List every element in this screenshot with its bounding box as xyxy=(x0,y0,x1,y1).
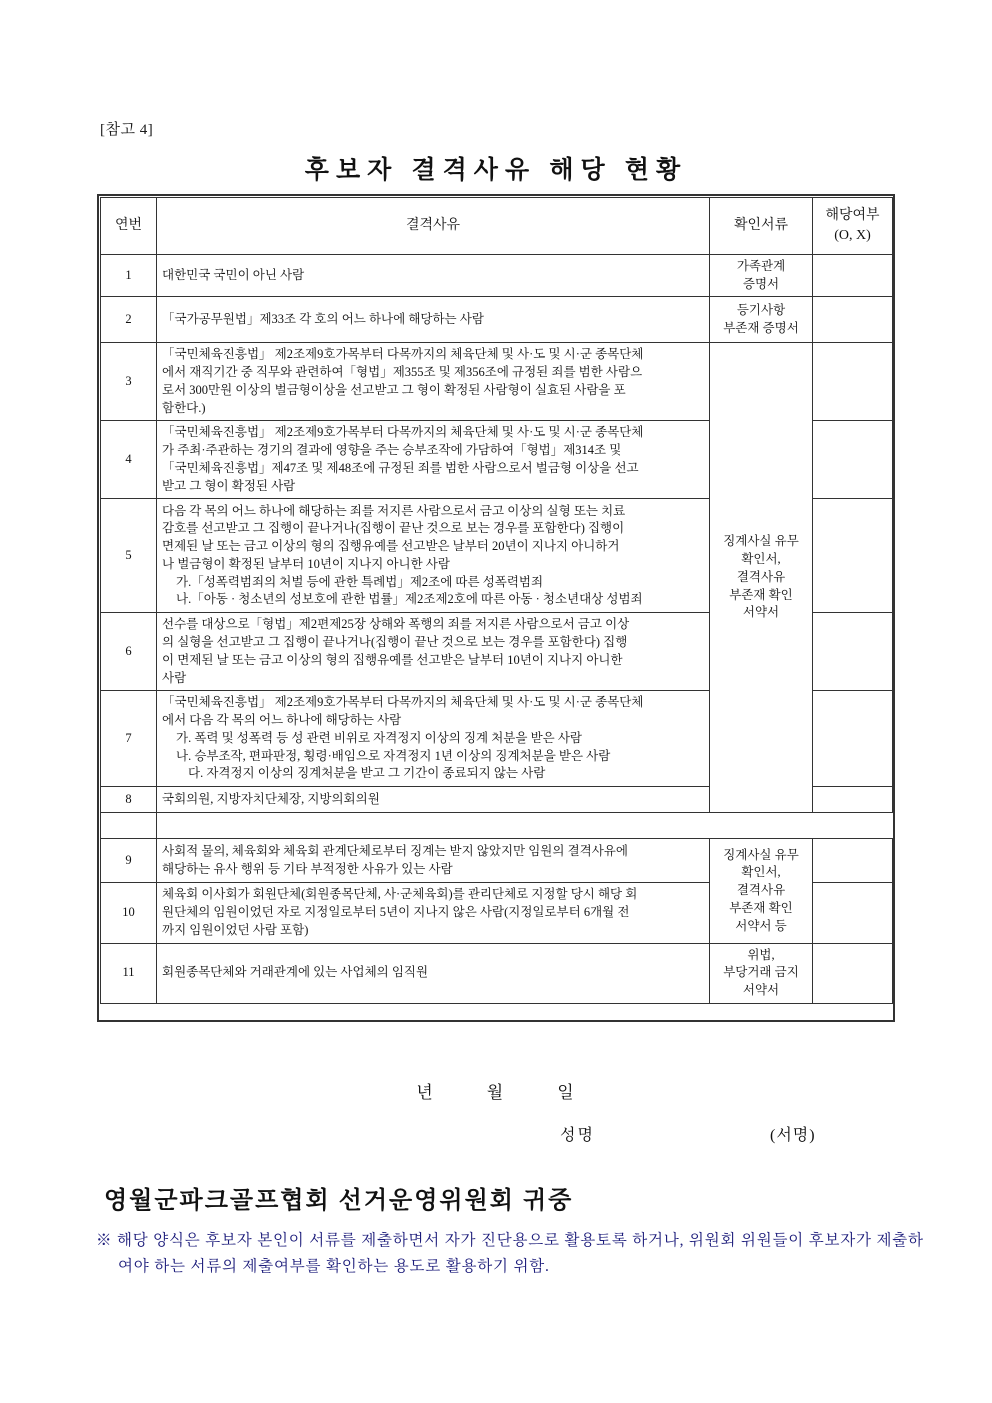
day-label: 일 xyxy=(557,1083,576,1102)
row-reason xyxy=(157,254,710,297)
document-line: 서약서 xyxy=(742,983,780,997)
document-line: 확인서, xyxy=(741,865,781,880)
disqualification-table xyxy=(100,197,893,1004)
row-applicable-cell[interactable] xyxy=(813,297,893,343)
signature-label: (서명) xyxy=(770,1127,816,1144)
reason-line: 「국민체육진흥법」 제2조제9호가목부터 다목까지의 체육단체 및 사·도 및 시·군 종목단체 xyxy=(162,425,644,440)
reason-line: 까지 임원이었던 사람 포함) xyxy=(162,922,309,937)
column-header-applicable-line2: (O, X) xyxy=(834,227,871,243)
row-applicable-cell[interactable] xyxy=(813,839,893,883)
reason-line: 회원종목단체와 거래관계에 있는 사업체의 임직원 xyxy=(162,965,429,980)
row-applicable-cell[interactable] xyxy=(813,254,893,297)
column-header-applicable-line1: 해당여부 xyxy=(825,208,880,223)
year-label: 년 xyxy=(416,1083,435,1102)
reason-line: 이 면제된 날 또는 금고 이상의 형의 집행유예를 선고받은 날부터 10년이 지나지 아니한 xyxy=(162,652,623,667)
reason-subline: 다. 자격정지 이상의 징계처분을 받고 그 기간이 종료되지 않는 사람 xyxy=(188,766,546,781)
page-title: 후보자 결격사유 해당 현황 xyxy=(304,157,688,184)
reason-line: 체육회 이사회가 회원단체(회원종목단체, 사·군체육회)를 관리단체로 지정할 당시 해당 회 xyxy=(162,887,638,902)
row-reason xyxy=(157,883,710,943)
reason-line: 사람 xyxy=(162,670,187,685)
row-reason xyxy=(157,787,710,813)
table-row xyxy=(101,813,893,839)
footnote xyxy=(96,1228,926,1279)
footnote-text xyxy=(96,1228,926,1279)
reason-line: 에서 다음 각 목의 어느 하나에 해당하는 사람 xyxy=(162,713,402,728)
row-reason xyxy=(157,297,710,343)
table-row xyxy=(101,254,893,297)
signature-date-line xyxy=(0,1078,992,1103)
reason-line: 가 주최·주관하는 경기의 결과에 영향을 주는 승부조작에 가담하여「형법」제314조 및 xyxy=(162,443,622,457)
row-applicable-cell[interactable] xyxy=(813,343,893,421)
row-number: 3 xyxy=(101,343,157,421)
document-line: 증명서 xyxy=(742,276,780,291)
row-number: 9 xyxy=(101,839,157,883)
footnote-body: 해당 양식은 후보자 본인이 서류를 제출하면서 자가 진단용으로 활용토록 하거나, 위원회 위원들이 후보자가 제출하여야 하는 서류의 제출여부를 확인하는 용도로 활용하기 위함. xyxy=(117,1232,924,1275)
document-line: 가족관계 xyxy=(736,258,786,273)
table-row xyxy=(101,297,893,343)
row-number: 4 xyxy=(101,421,157,499)
reason-line: 받고 그 형이 확정된 사람 xyxy=(162,478,296,493)
document-line: 서약서 xyxy=(742,605,780,620)
row-number: 11 xyxy=(101,943,157,1003)
row-applicable-cell[interactable] xyxy=(813,613,893,691)
row-document xyxy=(710,943,813,1003)
spacer-cell xyxy=(101,813,157,839)
organization-title: 영월군파크골프협회 선거운영위원회 귀중 xyxy=(104,1188,574,1214)
reason-line: 「국민체육진흥법」 제2조제9호가목부터 다목까지의 체육단체 및 사·도 및 시·군 종목단체 xyxy=(162,695,644,710)
month-label: 월 xyxy=(486,1083,506,1102)
table-body xyxy=(101,254,893,1003)
row-number: 2 xyxy=(101,297,157,343)
row-applicable-cell[interactable] xyxy=(813,787,893,813)
reason-line: 나 벌금형이 확정된 날부터 10년이 지나지 아니한 사람 xyxy=(162,556,450,571)
table-row xyxy=(101,343,893,421)
row-number: 1 xyxy=(101,254,157,297)
row-applicable-cell[interactable] xyxy=(813,883,893,943)
reason-line: 의 실형을 선고받고 그 집행이 끝나거나(집행이 끝난 것으로 보는 경우를 포함한다) 집행 xyxy=(162,635,628,649)
name-label: 성명 xyxy=(560,1127,595,1144)
reason-subline: 나.「아동 · 청소년의 성보호에 관한 법률」제2조제2호에 따른 아동 · 청소년대상 성범죄 xyxy=(176,592,643,607)
row-reason xyxy=(157,691,710,787)
row-reason xyxy=(157,421,710,499)
document-line: 등기사항 xyxy=(736,303,786,317)
row-reason xyxy=(157,343,710,421)
row-document xyxy=(710,254,813,297)
document-line: 부당거래 금지 xyxy=(723,965,799,980)
table-row xyxy=(101,839,893,883)
reason-line: 감호를 선고받고 그 집행이 끝나거나(집행이 끝난 것으로 보는 경우를 포함한다) 집행이 xyxy=(162,521,625,536)
column-header-applicable xyxy=(813,198,893,255)
column-header-document: 확인서류 xyxy=(710,198,813,255)
row-document-merged xyxy=(710,343,813,813)
reason-line: 면제된 날 또는 금고 이상의 형의 집행유예를 선고받은 날부터 20년이 지나지 아니하거 xyxy=(162,539,620,553)
row-number: 10 xyxy=(101,883,157,943)
row-number: 7 xyxy=(101,691,157,787)
reason-line: 국회의원, 지방자치단체장, 지방의회의원 xyxy=(162,791,380,806)
row-reason xyxy=(157,613,710,691)
row-reason xyxy=(157,839,710,883)
reason-subline: 가.「성폭력범죄의 처벌 등에 관한 특례법」제2조에 따른 성폭력범죄 xyxy=(176,574,544,589)
reason-line: 해당하는 유사 행위 등 기타 부적정한 사유가 있는 사람 xyxy=(162,861,453,876)
reason-subline: 가. 폭력 및 성폭력 등 성 관련 비위로 자격정지 이상의 징계 처분을 받은 사람 xyxy=(176,730,583,745)
table-row xyxy=(101,943,893,1003)
document-line: 결격사유 xyxy=(736,883,786,897)
row-number: 8 xyxy=(101,787,157,813)
row-reason xyxy=(157,943,710,1003)
reason-line: 「국민체육진흥법」제47조 및 제48조에 규정된 죄를 범한 사람으로서 벌금형 이상을 선고 xyxy=(162,460,639,475)
table-header-row xyxy=(101,198,893,255)
reason-subline: 나. 승부조작, 편파판정, 횡령·배임으로 자격정지 1년 이상의 징계처분을 받은 사람 xyxy=(176,748,611,763)
reason-line: 「국민체육진흥법」 제2조제9호가목부터 다목까지의 체육단체 및 사·도 및 시·군 종목단체 xyxy=(162,347,644,362)
reason-line: 다음 각 목의 어느 하나에 해당하는 죄를 저지른 사람으로서 금고 이상의 실형 또는 치료 xyxy=(162,503,626,518)
row-reason xyxy=(157,499,710,613)
row-document xyxy=(710,297,813,343)
reason-line: 원단체의 임원이었던 자로 지정일로부터 5년이 지나지 않은 사람(지정일로부터 6개월 전 xyxy=(162,905,630,919)
column-header-no: 연번 xyxy=(101,198,157,255)
document-line: 부존재 확인 xyxy=(729,587,793,602)
footnote-mark: ※ xyxy=(96,1232,113,1249)
table-header xyxy=(101,198,893,255)
row-applicable-cell[interactable] xyxy=(813,499,893,613)
document-line: 결격사유 xyxy=(736,569,786,584)
document-line: 징계사실 유무 xyxy=(723,847,799,862)
row-document-merged xyxy=(710,839,813,943)
reason-line: 대한민국 국민이 아닌 사람 xyxy=(162,267,305,282)
reason-line: 에서 재직기간 중 직무와 관련하여「형법」제355조 및 제356조에 규정된 죄를 범한 사람으 xyxy=(162,365,643,379)
row-applicable-cell[interactable] xyxy=(813,691,893,787)
reason-line: 사회적 물의, 체육회와 체육회 관계단체로부터 징계는 받지 않았지만 임원의 결격사유에 xyxy=(162,844,628,858)
reason-line: 함한다.) xyxy=(162,400,206,415)
row-applicable-cell[interactable] xyxy=(813,943,893,1003)
row-number: 5 xyxy=(101,499,157,613)
row-number: 6 xyxy=(101,613,157,691)
document-line: 부존재 증명서 xyxy=(723,320,799,335)
reason-line: 로서 300만원 이상의 벌금형이상을 선고받고 그 형이 확정된 사람형이 실효된 사람을 포 xyxy=(162,382,626,397)
document-line: 징계사실 유무 xyxy=(723,534,799,549)
reason-line: 선수를 대상으로「형법」제2편제25장 상해와 폭행의 죄를 저지른 사람으로서 금고 이상 xyxy=(162,617,630,632)
document-line: 확인서, xyxy=(741,552,781,567)
document-line: 부존재 확인 xyxy=(729,900,793,915)
document-line: 위법, xyxy=(747,947,775,962)
row-applicable-cell[interactable] xyxy=(813,421,893,499)
document-line: 서약서 등 xyxy=(735,918,787,933)
column-header-reason: 결격사유 xyxy=(157,198,710,255)
reason-line: 「국가공무원법」제33조 각 호의 어느 하나에 해당하는 사람 xyxy=(162,311,484,326)
reference-tag: [참고 4] xyxy=(100,122,154,138)
